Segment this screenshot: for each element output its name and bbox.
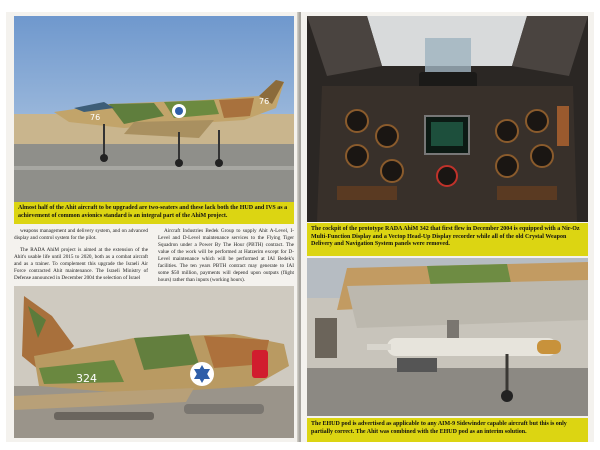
right-page: [301, 12, 594, 442]
cockpit-instrument-panel: [307, 16, 588, 222]
body-text-column-2: [158, 228, 294, 284]
ehud-pod-photo: [307, 258, 588, 416]
body-paragraph: weapons management and delivery system, and on advanced display and control system for the pilot.: [14, 228, 148, 241]
nose-code-text: 324: [76, 372, 97, 385]
nose-code-text: 76: [90, 113, 101, 122]
top-jet-photo: [14, 16, 294, 202]
tail-code-text: 76: [259, 97, 270, 106]
a4-ahit-jet-side-view: [14, 16, 294, 202]
body-text-column-1: [14, 228, 148, 284]
cockpit-photo: [307, 16, 588, 222]
a4-ahit-jet-nose-closeup: [14, 286, 294, 438]
cockpit-caption: The cockpit of the prototype RADA AhiM 342 that first flew in December 2004 is equipped with a Nir-Oz Multi-Function Display and a Vectop Head-Up Display recorder while all of the old Crystal Weapon Delivery and Navigation System panels were removed.: [307, 223, 588, 256]
top-photo-caption: Almost half of the Ahit aircraft to be upgraded are two-seaters and these lack both the HUD and IVS as a achievement of common avionics standard is an integral part of the AhiM project.: [14, 202, 294, 224]
ehud-pod-under-wing: [307, 258, 588, 416]
pod-caption: The EHUD pod is advertised as applicable to any AIM-9 Sidewinder capable aircraft but this is only partially correct. The Ahit was combined with the EHUD pod as an interim solution.: [307, 418, 588, 442]
left-page: [6, 12, 299, 442]
bottom-jet-photo: [14, 286, 294, 438]
body-paragraph: Aircraft Industries Bedek Group to supply Ahit A-Level, I-Level and D-Level maintenance services to the Flying Tiger Squadron under a Power By The Hour (PBTH) contract. The value of the work will be performed at Hatzerim except for D-Level maintenance which will be performed at IAI Bedek's facilities. The ten years PBTH contract may generate to IAI some $50 million, payments will depend upon outputs (flight hours) rather than inputs (working hours).: [158, 228, 294, 283]
body-paragraph: The RADA AhiM project is aimed at the extension of the Ahit's usable life until 2015 to 2020, both as a combat aircraft and as a trainer. To complement this upgrade the Israeli Air Force contracted Ahit maintenance. The Israeli Ministry of Defense announced in December 2004 the selection of Israel: [14, 247, 148, 281]
